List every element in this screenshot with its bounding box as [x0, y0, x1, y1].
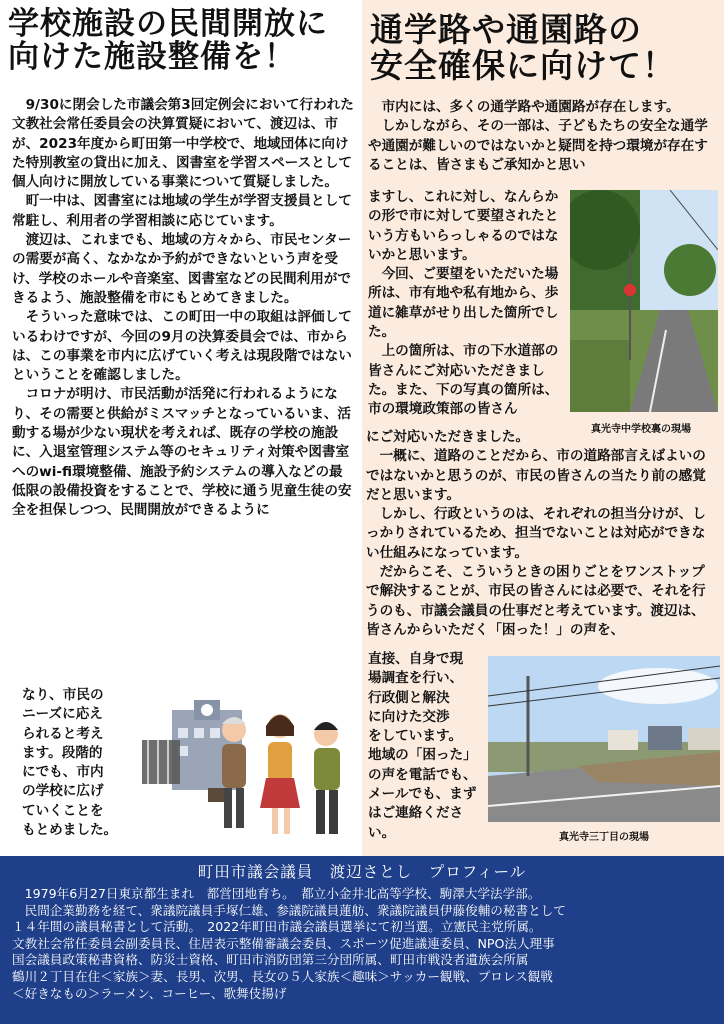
road-photo-2	[488, 656, 720, 822]
road-photo-1	[570, 190, 718, 412]
left-headline-line: 向けた施設整備を！	[8, 39, 296, 76]
right-tail-line: 場調査を行い、	[368, 670, 464, 687]
left-paragraph: 町一中は、図書室には地域の学生が学習支援員として常駐し、利用者の学習相談に応じています。	[12, 193, 352, 229]
man-figure	[314, 722, 340, 834]
woman-figure	[260, 714, 300, 834]
right-paragraph: 上の箇所は、市の下水道部の皆さんにご対応いただきました。また、下の写真の箇所は、市の環境政策部の皆さん	[368, 343, 559, 418]
profile-section	[0, 856, 724, 1024]
right-tail-line: をしています。	[368, 728, 463, 745]
left-tail-line: ニーズに応え	[22, 706, 103, 723]
left-tail-line: ていくことを	[22, 802, 104, 819]
right-paragraph: だからこそ、こういうときの困りごとをワンストップで解決することが、市民の皆さんには必要で、それを行うのも、市議会議員の仕事だと考えています。渡辺は、皆さんからいただく「困った！」の声を、	[366, 564, 706, 638]
right-paragraph: ますし、これに対し、なんらかの形で市に対して要望されたという方もいらっしゃるのではないかと思います。	[368, 189, 559, 263]
right-article-main	[366, 428, 718, 640]
right-paragraph: にご対応いただきました。	[366, 429, 530, 445]
profile-line: 国会議員政策秘書資格、防災士資格、町田市消防団第三分団所属、町田市戦没者遺族会所属	[12, 952, 529, 968]
left-headline	[8, 8, 358, 75]
right-article-tail	[368, 650, 486, 843]
right-tail-line: 地域の「困った」	[368, 747, 477, 764]
profile-line: 文教社会常任委員会副委員長、住居表示整備審議会委員、スポーツ促進議連委員、NPO法人理事	[12, 935, 555, 951]
left-tail-line: もとめました。	[22, 822, 118, 839]
profile-line: ＜好きなもの＞ラーメン、コーヒー、歌舞伎揚げ	[12, 985, 287, 1001]
left-tail-line: にでも、市内	[22, 764, 104, 781]
profile-line: １４年間の議員秘書として活動。 2022年町田市議会議員選挙にて初当選。立憲民主党所属。	[12, 919, 542, 935]
right-article-intro	[368, 98, 718, 175]
right-tail-line: に向けた交渉	[368, 708, 450, 725]
profile-line: 鶴川２丁目在住＜家族＞妻、長男、次男、長女の５人家族＜趣味＞サッカー観戦、プロレス観戦	[12, 969, 553, 985]
left-paragraph: 渡辺は、これまでも、地域の方々から、市民センターの需要が高く、なかなか予約ができないという声を受け、学校のホールや音楽室、図書室などの民間利用ができるよう、施設整備を市にもとめてきました。	[12, 232, 352, 306]
right-tail-line: 直接、自身で現	[368, 651, 464, 667]
right-paragraph: しかし、行政というのは、それぞれの担当分けが、しっかりされているため、担当でないことは対応ができない仕組みになっています。	[366, 506, 706, 561]
right-tail-line: 行政側と解決	[368, 689, 450, 706]
right-article-narrow	[368, 188, 566, 420]
left-tail-line: の学校に広げ	[22, 783, 104, 800]
right-paragraph: 市内には、多くの通学路や通園路が存在します。	[381, 99, 680, 115]
right-tail-line: はご連絡ください。	[368, 805, 464, 841]
right-tail-line: メールでも、まず	[368, 786, 477, 803]
left-tail-line: なり、市民の	[22, 687, 104, 703]
left-paragraph: 9/30に閉会した市議会第3回定例会において行われた文教社会常任委員会の決算質疑において、渡辺は、市が、2023年度から町田第一中学校で、地域団体に向けた特別教室の貸出に加え、図書室を学習スペースとして個人向けに開放している事業について質疑しました。	[12, 97, 354, 191]
left-article-tail	[22, 686, 140, 840]
right-headline-line: 通学路や通園路の	[370, 10, 642, 49]
left-paragraph: そういった意味では、この町田一中の取組は評価しているわけですが、今回の9月の決算委員会では、市からは、この事業を市内に広げていく考えは現段階ではないということを確認しました。	[12, 309, 352, 384]
left-paragraph: コロナが明け、市民活動が活発に行われるようになり、その需要と供給がミスマッチとなっているいま、活動する場が少ない現状を考えれば、既存の学校の施設に、入退室管理システム等のセキュリティ対策や図書室へのwi-fi環境整備、施設予約システムの導入などの最低限の設備投資をすることで、学校に通う児童生徒の安全を担保しつつ、民間開放ができるように	[12, 386, 352, 519]
photo-caption: 真光寺中学校裏の現場	[591, 424, 691, 435]
profile-line: 1979年6月27日東京都生まれ 都営団地育ち。 都立小金井北高等学校、駒澤大学法学部。	[12, 886, 541, 901]
right-paragraph: しかしながら、その一部は、子どもたちの安全な通学や通園が難しいのではないかと疑問を持つ環境が存在することは、皆さまもご承知かと思い	[368, 118, 708, 173]
photo-caption: 真光寺三丁目の現場	[559, 832, 649, 843]
left-headline-line: 学校施設の民間開放に	[8, 6, 328, 42]
left-article	[12, 96, 356, 521]
right-tail-line: の声を電話でも、	[368, 766, 477, 783]
profile-line: 民間企業勤務を経て、衆議院議員手塚仁雄、参議院議員蓮舫、衆議院議員伊藤俊輔の秘書として	[12, 902, 566, 918]
right-paragraph: 一概に、道路のことだから、市の道路部言えばよいのではないかと思うのが、市民の皆さんの当たり前の感覚だと思います。	[366, 448, 706, 503]
right-headline	[370, 12, 720, 83]
profile-title: 町田市議会議員 渡辺さとし プロフィール	[197, 863, 527, 881]
right-headline-line: 安全確保に向けて！	[370, 45, 676, 85]
left-tail-line: られると考え	[22, 725, 104, 742]
school-visitors-illustration	[142, 700, 360, 850]
right-paragraph: 今回、ご要望をいただいた場所は、市有地や私有地から、歩道に雑草がせり出した箇所でした。	[368, 266, 559, 341]
profile-text	[12, 886, 716, 1002]
left-tail-line: ます。段階的	[22, 744, 103, 761]
